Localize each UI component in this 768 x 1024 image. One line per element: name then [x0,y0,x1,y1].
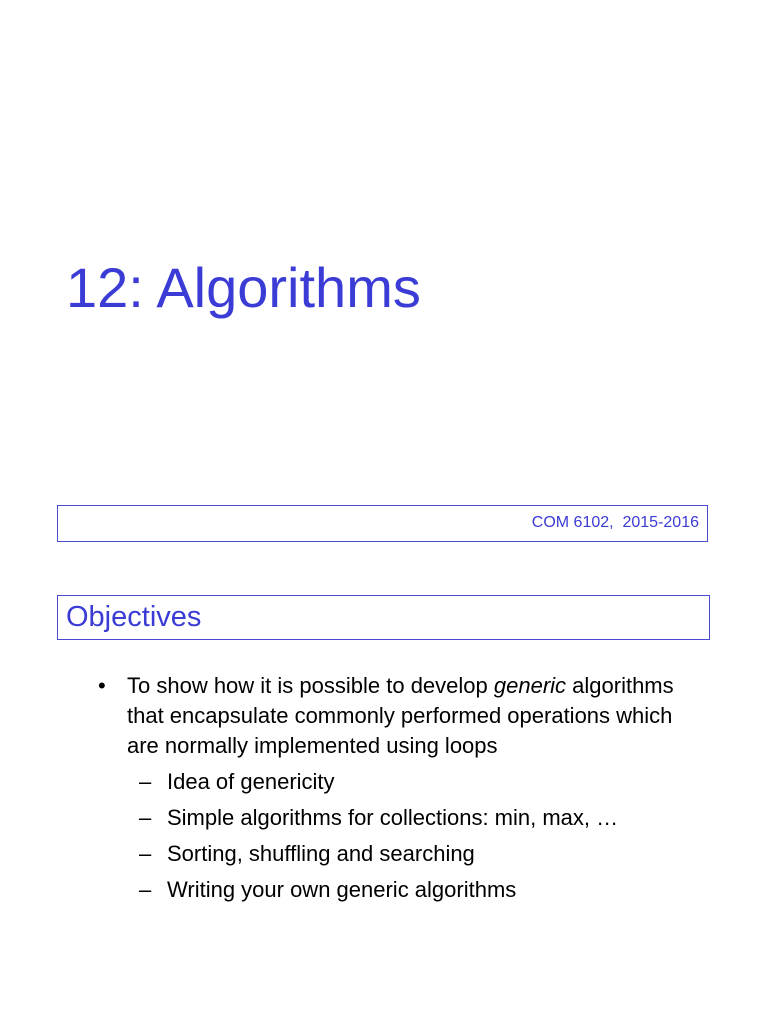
objectives-header-box [57,595,710,640]
dash-marker: – [139,805,152,830]
bullet-marker: • [98,673,106,698]
objectives-content [98,671,718,911]
sub-item [139,803,718,833]
sub-list [98,767,718,905]
dash-marker: – [139,877,152,902]
sub-item [139,875,718,905]
sub-item-text: Idea of genericity [167,769,335,794]
bullet-text-end: algorithms that encapsulate commonly performed operations which are normally implemented using loops [127,673,674,758]
section-heading: Objectives [66,601,202,633]
dash-marker: – [139,841,152,866]
bullet-item [98,671,718,761]
course-info: COM 6102, 2015-2016 [531,514,699,531]
sub-item-text: Sorting, shuffling and searching [167,841,475,866]
sub-item-text: Writing your own generic algorithms [167,877,517,902]
sub-item [139,839,718,869]
dash-marker: – [139,769,152,794]
sub-item-text: Simple algorithms for collections: min, max, … [167,805,619,830]
course-info-box [57,505,708,542]
sub-item [139,767,718,797]
bullet-emphasis: generic [493,673,567,698]
bullet-text-start: To show how it is possible to develop [127,673,494,698]
slide-title: 12: Algorithms [66,256,421,319]
bullet-text [127,671,707,761]
